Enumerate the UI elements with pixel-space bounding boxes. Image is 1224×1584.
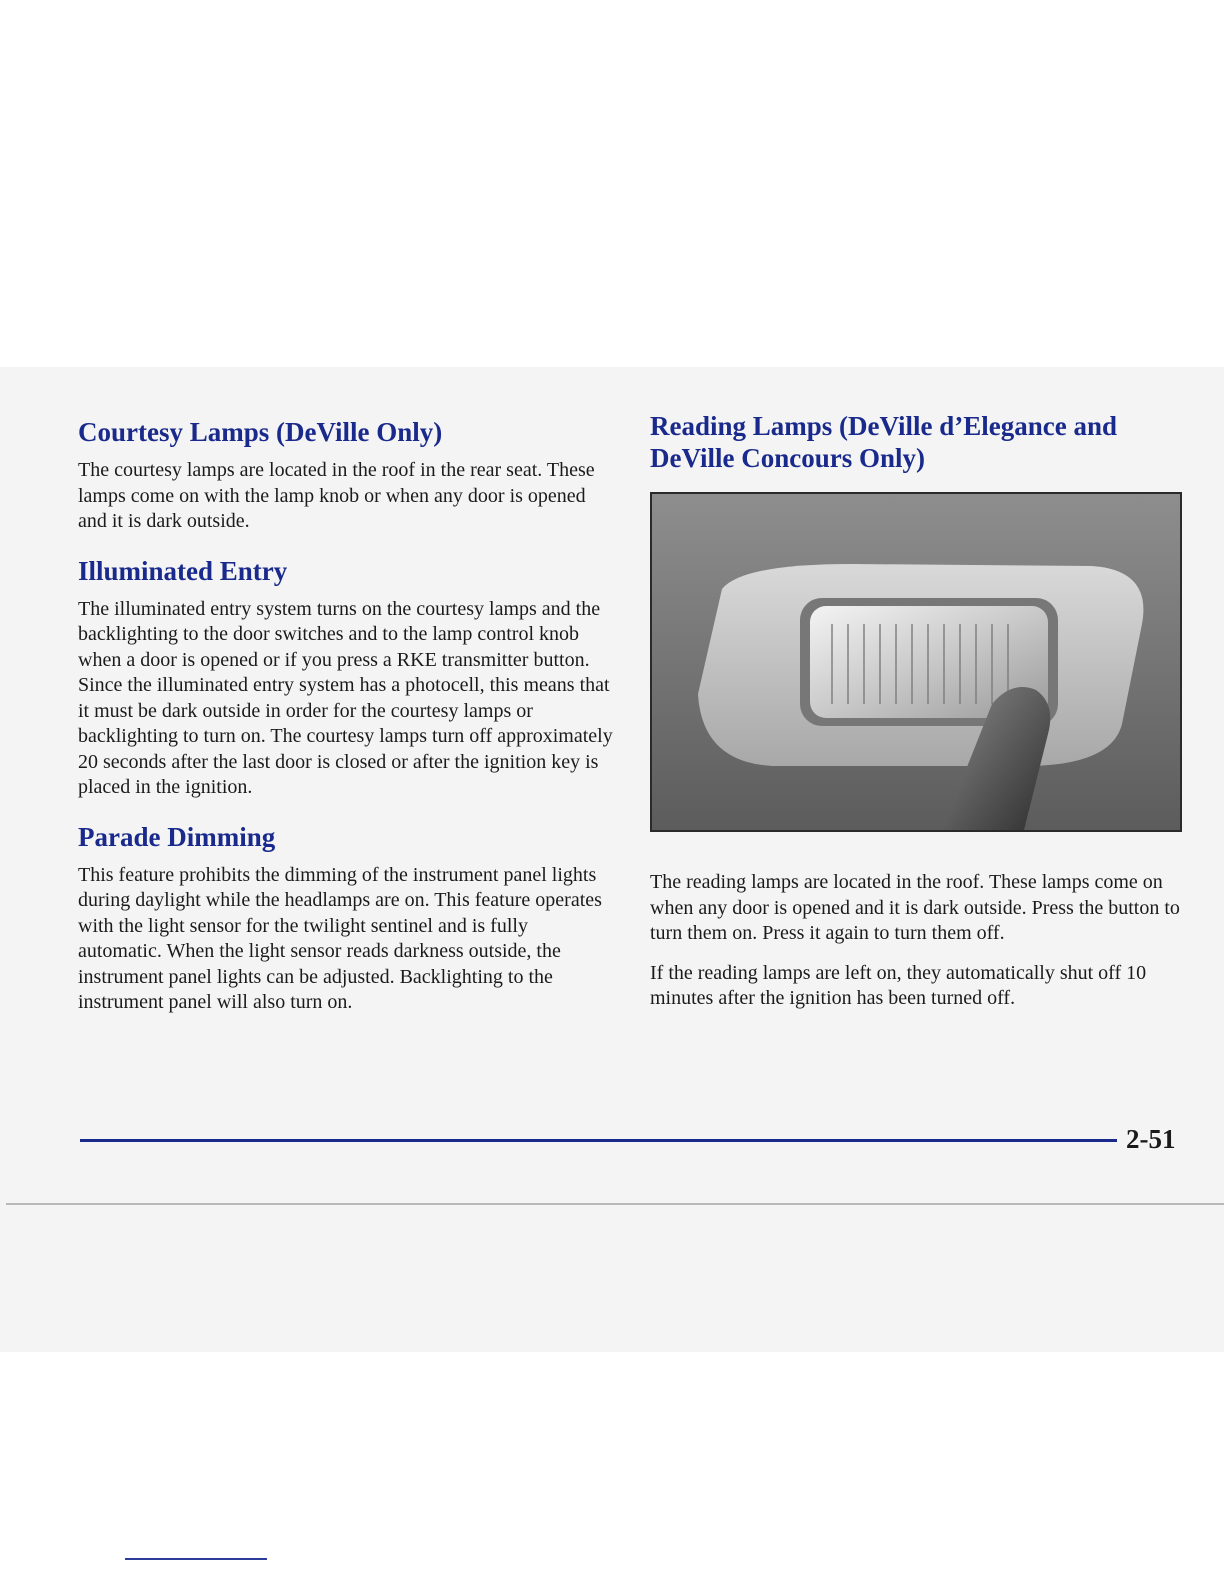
page-number: 2-51 bbox=[1126, 1124, 1176, 1154]
reading-lamp-photo bbox=[650, 492, 1182, 832]
footer-rule bbox=[80, 1139, 1117, 1142]
right-column bbox=[650, 410, 1185, 1026]
page-edge-rule bbox=[6, 1203, 1224, 1205]
parade-dimming-text: This feature prohibits the dimming of the instrument panel lights during daylight while the headlamps are on. This feature operates with the light sensor for the twilight sentinel and is fully automatic. When the light sensor reads darkness outside, the instrument panel lights can be adjusted. Backlighting to the instrument panel will also turn on. bbox=[78, 863, 602, 1013]
courtesy-lamps-heading: Courtesy Lamps (DeVille Only) bbox=[78, 417, 443, 447]
left-column bbox=[78, 416, 613, 1030]
reading-lamp-illustration bbox=[652, 494, 1180, 830]
courtesy-lamps-text: The courtesy lamps are located in the roof in the rear seat. These lamps come on with the lamp knob or when any door is opened and it is dark outside. bbox=[78, 459, 595, 532]
reading-lamps-text-2: If the reading lamps are left on, they automatically shut off 10 minutes after the ignition has been turned off. bbox=[650, 961, 1147, 1009]
parade-dimming-heading: Parade Dimming bbox=[78, 821, 276, 852]
illuminated-entry-text: The illuminated entry system turns on the courtesy lamps and the backlighting to the door switches and to the lamp control knob when a door is opened or if you press a RKE transmitter button. Since the illuminated entry system has a photocell, this means that it must be dark outside in order for the courtesy lamps or backlighting to turn on. The courtesy lamps turn off approximately 20 seconds after the last door is closed or after the ignition key is placed in the ignition. bbox=[78, 597, 613, 798]
reading-lamps-text-1: The reading lamps are located in the roof. These lamps come on when any door is opened and it is dark outside. Press the button to turn them on. Press it again to turn them off. bbox=[650, 871, 1180, 944]
bottom-link-underline bbox=[125, 1558, 267, 1560]
reading-lamps-heading: Reading Lamps (DeVille d’Elegance and DeVille Concours Only) bbox=[650, 411, 1118, 473]
illuminated-entry-heading: Illuminated Entry bbox=[78, 555, 288, 586]
